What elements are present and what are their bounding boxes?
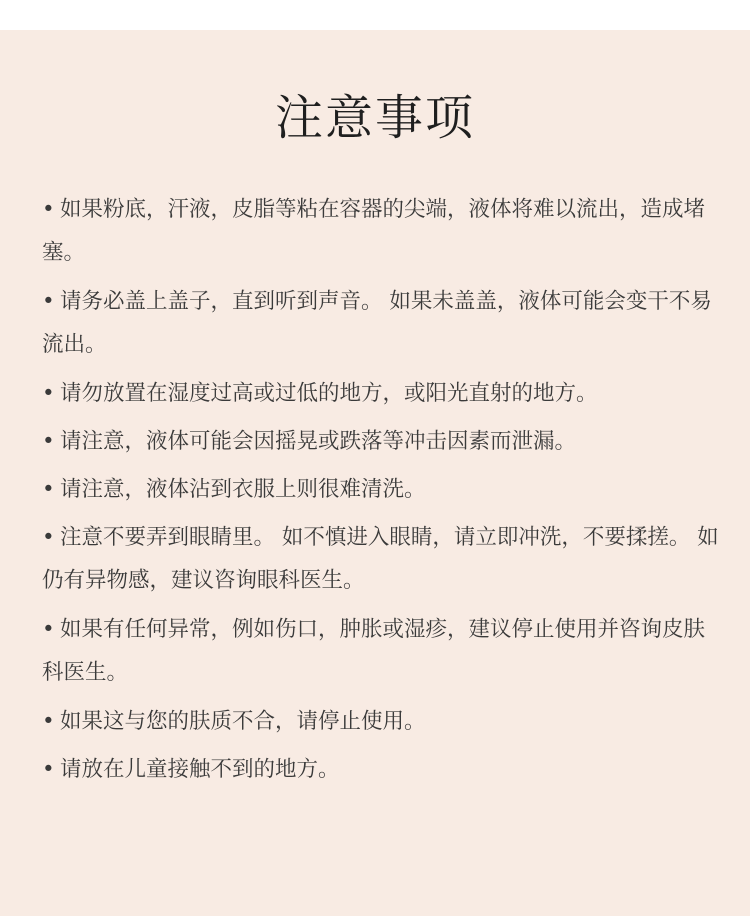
note-item [42,608,722,694]
bullet-dot-icon: • [42,197,55,222]
note-item [42,420,722,463]
bullet-dot-icon: • [42,381,55,406]
note-item [42,700,722,743]
note-text: 注意不要弄到眼睛里。 如不慎进入眼睛，请立即冲洗，不要揉搓。 如仍有异物感，建议咨询眼科医生。 [42,525,719,593]
note-text: 如果这与您的肤质不合，请停止使用。 [60,709,426,734]
bullet-dot-icon: • [42,709,55,734]
page-title: 注意事项 [274,90,475,146]
note-text: 请务必盖上盖子，直到听到声音。 如果未盖盖，液体可能会变干不易流出。 [42,289,712,357]
note-text: 如果有任何异常，例如伤口，肿胀或湿疹，建议停止使用并咨询皮肤科医生。 [42,617,706,685]
note-text: 请注意，液体沾到衣服上则很难清洗。 [60,477,426,502]
note-item [42,372,722,415]
bullet-dot-icon: • [42,477,55,502]
bullet-dot-icon: • [42,429,55,454]
note-text: 请注意，液体可能会因摇晃或跌落等冲击因素而泄漏。 [60,429,577,454]
note-item [42,280,722,366]
bullet-dot-icon: • [42,525,55,550]
notes-list [42,188,722,796]
bullet-dot-icon: • [42,289,55,314]
note-text: 请勿放置在湿度过高或过低的地方，或阳光直射的地方。 [60,381,598,406]
note-item [42,188,722,274]
bullet-dot-icon: • [42,617,55,642]
note-item [42,516,722,602]
notice-panel [0,30,750,916]
note-item [42,748,722,791]
note-text: 如果粉底，汗液，皮脂等粘在容器的尖端，液体将难以流出，造成堵塞。 [42,197,706,265]
note-item [42,468,722,511]
top-strip [0,0,750,30]
note-text: 请放在儿童接触不到的地方。 [60,757,340,782]
bullet-dot-icon: • [42,757,55,782]
